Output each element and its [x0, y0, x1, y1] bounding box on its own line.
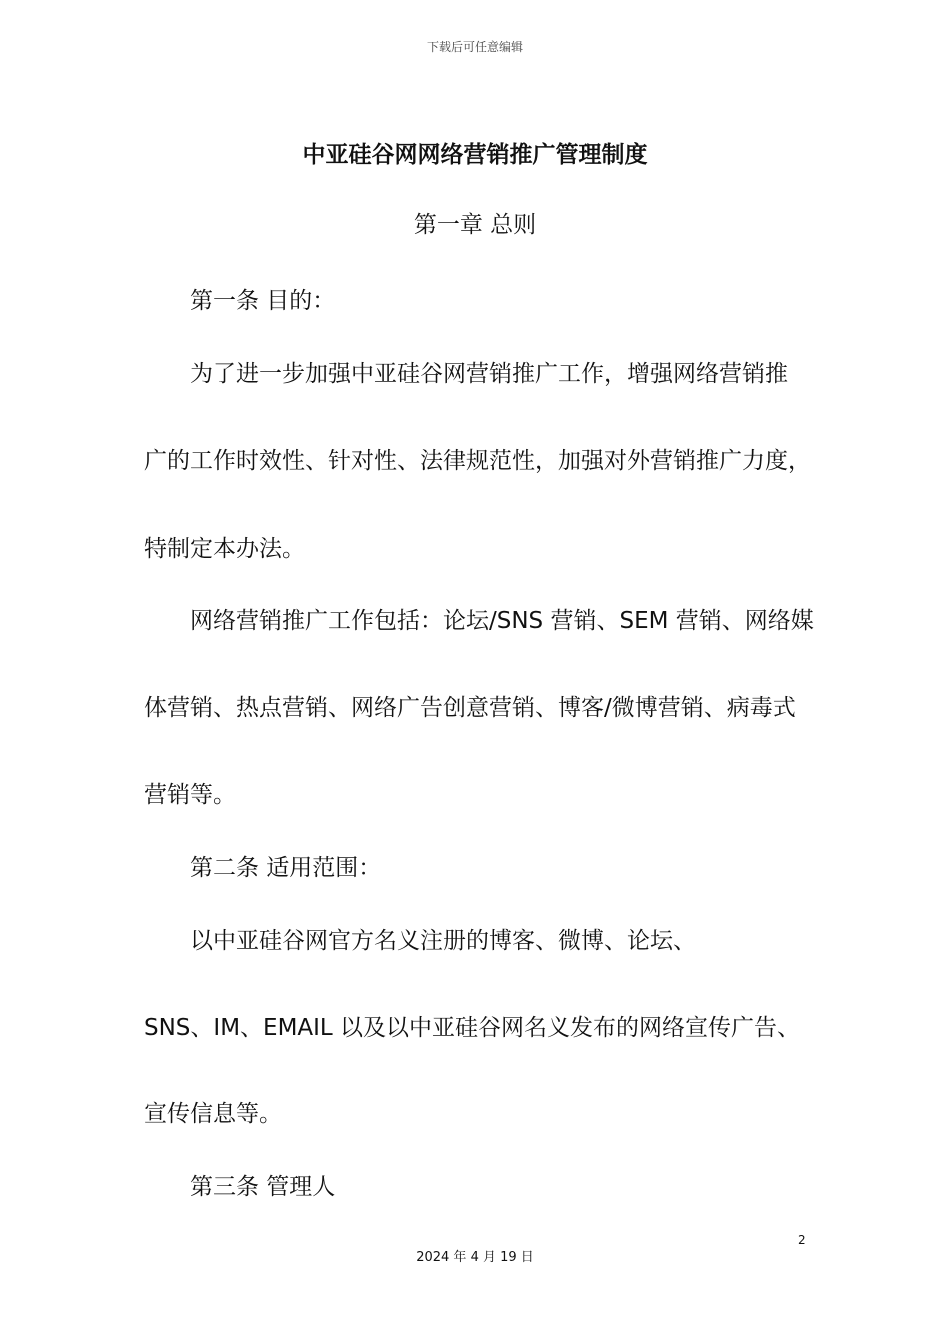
paragraph-line: SNS、IM、EMAIL 以及以中亚硅谷网名义发布的网络宣传广告、: [144, 1015, 801, 1041]
paragraph-line: 以中亚硅谷网官方名义注册的博客、微博、论坛、: [190, 928, 696, 954]
paragraph-line: 网络营销推广工作包括：论坛/SNS 营销、SEM 营销、网络媒: [190, 608, 814, 634]
header-note: 下载后可任意编辑: [426, 40, 523, 54]
article-3-heading: 第三条 管理人: [190, 1174, 336, 1200]
article-1-heading: 第一条 目的：: [190, 288, 336, 314]
paragraph-line: 体营销、热点营销、网络广告创意营销、博客/微博营销、病毒式: [144, 695, 796, 721]
paragraph-line: 宣传信息等。: [144, 1101, 282, 1127]
chapter-heading: 第一章 总则: [413, 212, 537, 238]
paragraph-line: 营销等。: [144, 782, 236, 808]
paragraph-line: 特制定本办法。: [144, 536, 305, 562]
paragraph-line: 广的工作时效性、针对性、法律规范性，加强对外营销推广力度，: [144, 448, 811, 474]
paragraph-line: 为了进一步加强中亚硅谷网营销推广工作，增强网络营销推: [190, 361, 788, 387]
page-number: 2: [798, 1233, 806, 1247]
document-title: 中亚硅谷网网络营销推广管理制度: [302, 142, 648, 168]
footer-date: 2024 年 4 月 19 日: [416, 1250, 534, 1265]
article-2-heading: 第二条 适用范围：: [190, 855, 382, 881]
